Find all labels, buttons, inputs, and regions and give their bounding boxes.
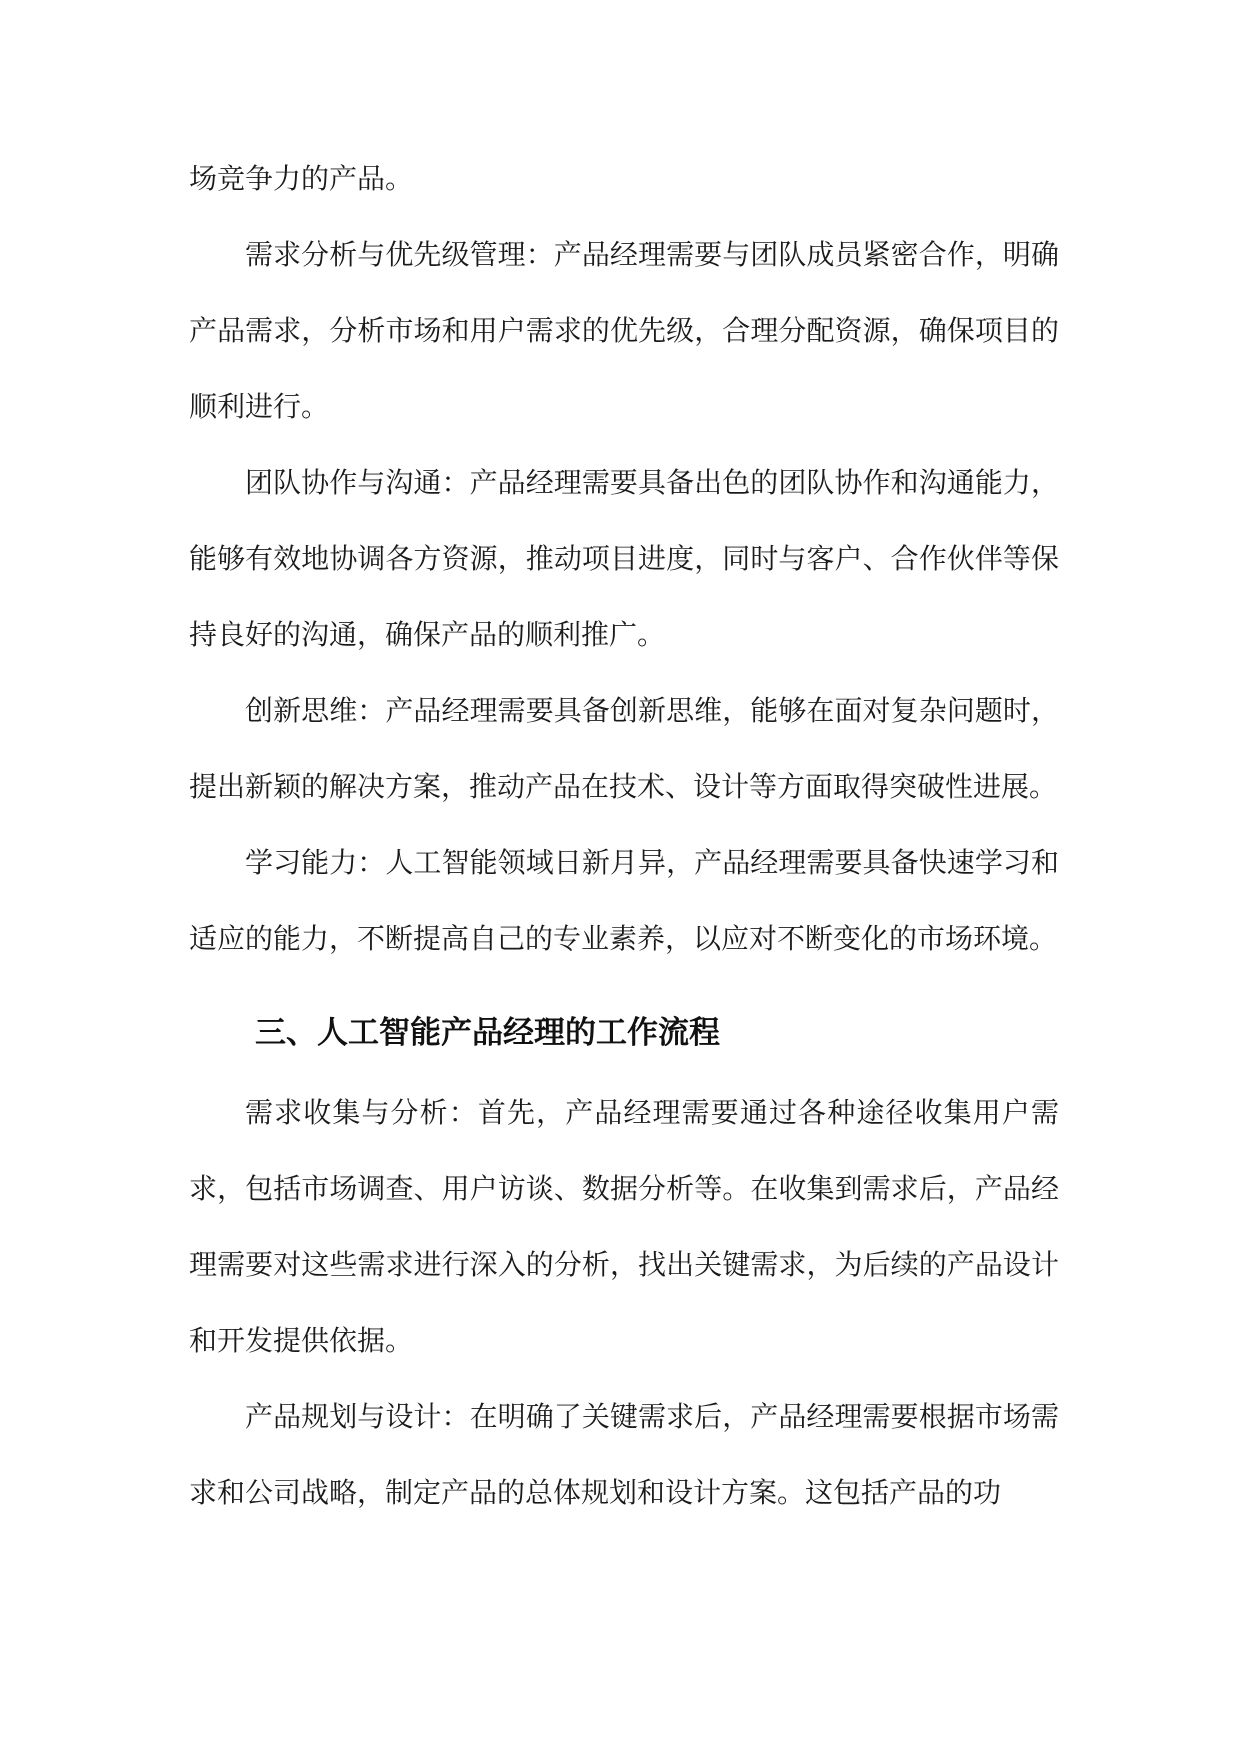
paragraph-learning-ability: 学习能力：人工智能领域日新月异，产品经理需要具备快速学习和适应的能力，不断提高自己的专业素养，以应对不断变化的市场环境。 <box>189 846 1059 955</box>
paragraph-innovative-thinking: 创新思维：产品经理需要具备创新思维，能够在面对复杂问题时，提出新颖的解决方案，推动产品在技术、设计等方面取得突破性进展。 <box>189 694 1059 803</box>
paragraph-continuation: 场竞争力的产品。 <box>189 162 414 195</box>
paragraph-product-planning: 产品规划与设计：在明确了关键需求后，产品经理需要根据市场需求和公司战略，制定产品的总体规划和设计方案。这包括产品的功 <box>189 1400 1059 1509</box>
paragraph-requirement-collection: 需求收集与分析：首先，产品经理需要通过各种途径收集用户需求，包括市场调查、用户访谈、数据分析等。在收集到需求后，产品经理需要对这些需求进行深入的分析，找出关键需求，为后续的产品设计和开发提供依据。 <box>189 1096 1059 1357</box>
paragraph-team-communication: 团队协作与沟通：产品经理需要具备出色的团队协作和沟通能力，能够有效地协调各方资源，推动项目进度，同时与客户、合作伙伴等保持良好的沟通，确保产品的顺利推广。 <box>189 466 1059 651</box>
document-body <box>189 141 1059 1531</box>
section-heading-workflow: 三、人工智能产品经理的工作流程 <box>255 1015 720 1051</box>
paragraph-requirement-priority: 需求分析与优先级管理：产品经理需要与团队成员紧密合作，明确产品需求，分析市场和用户需求的优先级，合理分配资源，确保项目的顺利进行。 <box>189 238 1059 423</box>
